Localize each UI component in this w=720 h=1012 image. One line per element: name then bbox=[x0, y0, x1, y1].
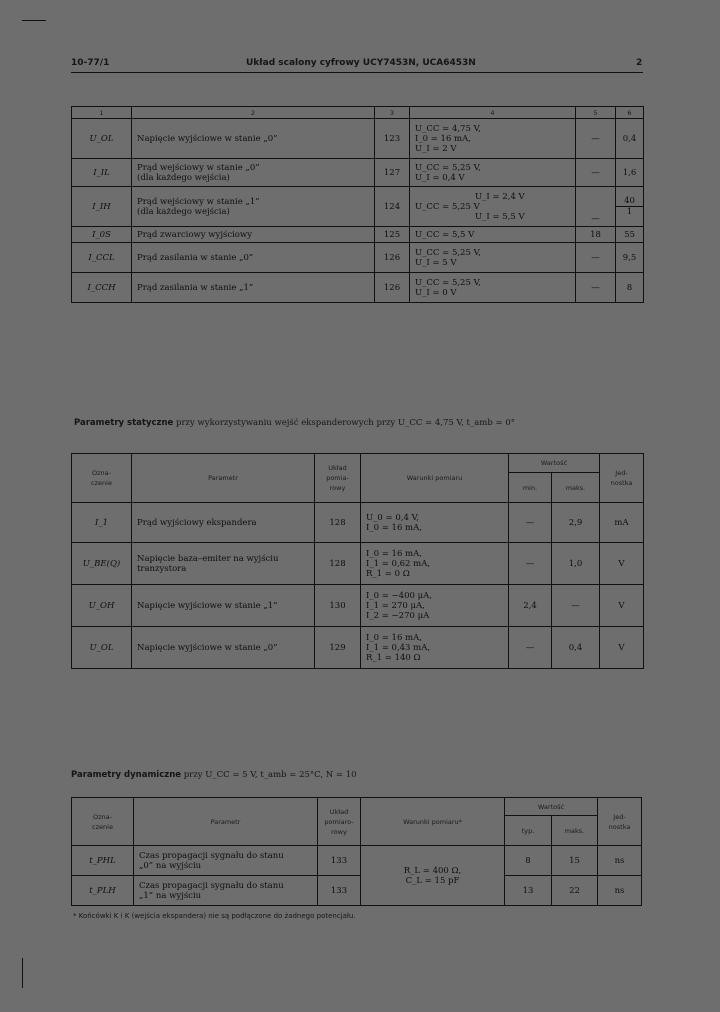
section-dynamic-title: Parametry dynamiczne przy U_CC = 5 V, t_amb = 25°C, N = 10 bbox=[71, 770, 357, 780]
param-cell: Napięcie wyjściowe w stanie „1” bbox=[132, 585, 315, 627]
figure-cell: 126 bbox=[375, 243, 410, 273]
header-rule bbox=[71, 72, 643, 73]
table-row bbox=[72, 227, 644, 243]
header-unit: Jed- nostka bbox=[598, 798, 642, 846]
symbol-cell: U_OL bbox=[72, 627, 132, 669]
symbol-cell: I_CCL bbox=[72, 243, 132, 273]
figure-cell: 129 bbox=[315, 627, 361, 669]
condition-cell: R_L = 400 Ω, C_L = 15 pF bbox=[361, 846, 505, 906]
col-num-5: 5 bbox=[576, 107, 616, 119]
param-cell: Czas propagacji sygnału do stanu „1” na wyjściu bbox=[134, 876, 318, 906]
col-num-2: 2 bbox=[132, 107, 375, 119]
header-max: maks. bbox=[552, 816, 598, 846]
condition-cell: U_0 = 0,4 V, I_0 = 16 mA, bbox=[361, 503, 509, 543]
max-cell: 1,6 bbox=[616, 159, 644, 187]
table-row bbox=[72, 187, 644, 227]
header-min: min. bbox=[509, 473, 552, 503]
condition-cell: U_CC = 5,25 V, U_I = 0,4 V bbox=[410, 159, 576, 187]
max-cell: 0,4 bbox=[616, 119, 644, 159]
min-cell: — bbox=[576, 273, 616, 303]
table-row bbox=[72, 273, 644, 303]
table-row bbox=[72, 876, 642, 906]
param-cell: Prąd wyjściowy ekspandera bbox=[132, 503, 315, 543]
table-static-expander bbox=[71, 453, 644, 669]
table-electrical-parameters bbox=[71, 106, 644, 303]
param-cell: Napięcie wyjściowe w stanie „0” bbox=[132, 119, 375, 159]
header-unit: Jed- nostka bbox=[600, 454, 644, 503]
unit-cell: V bbox=[600, 543, 644, 585]
max-cell: 55 bbox=[616, 227, 644, 243]
figure-cell: 123 bbox=[375, 119, 410, 159]
unit-cell: ns bbox=[598, 846, 642, 876]
table-row bbox=[72, 585, 644, 627]
param-cell: Czas propagacji sygnału do stanu „0” na wyjściu bbox=[134, 846, 318, 876]
figure-cell: 128 bbox=[315, 543, 361, 585]
footnote: * Końcówki K i K (wejścia ekspandera) nie są podłączone do żadnego potencjału. bbox=[73, 912, 356, 920]
symbol-cell: I_CCH bbox=[72, 273, 132, 303]
typ-cell: 13 bbox=[505, 876, 552, 906]
max-cell: 2,9 bbox=[552, 503, 600, 543]
table-row bbox=[72, 119, 644, 159]
min-cell: — bbox=[576, 159, 616, 187]
param-cell: Napięcie baza–emiter na wyjściu tranzystora bbox=[132, 543, 315, 585]
figure-cell: 127 bbox=[375, 159, 410, 187]
table-row bbox=[72, 846, 642, 876]
figure-cell: 126 bbox=[375, 273, 410, 303]
condition-cell: U_I = 2,4 V U_CC = 5,25 V U_I = 5,5 V bbox=[410, 187, 576, 227]
header-conditions: Warunki pomiaru* bbox=[361, 798, 505, 846]
min-cell: — bbox=[509, 543, 552, 585]
symbol-cell: U_BE(Q) bbox=[72, 543, 132, 585]
param-cell: Prąd zasilania w stanie „0” bbox=[132, 243, 375, 273]
col-num-4: 4 bbox=[410, 107, 576, 119]
figure-cell: 133 bbox=[318, 876, 361, 906]
min-cell: — bbox=[509, 627, 552, 669]
param-cell: Prąd zasilania w stanie „1” bbox=[132, 273, 375, 303]
table-row bbox=[72, 503, 644, 543]
table-row bbox=[72, 159, 644, 187]
unit-cell: V bbox=[600, 627, 644, 669]
header-value: Wartość bbox=[505, 798, 598, 816]
condition-cell: I_0 = 16 mA, I_1 = 0,62 mA, R_1 = 0 Ω bbox=[361, 543, 509, 585]
max-cell: 15 bbox=[552, 846, 598, 876]
unit-cell: ns bbox=[598, 876, 642, 906]
header-max: maks. bbox=[552, 473, 600, 503]
header-figure: Układ pomia- rowy bbox=[315, 454, 361, 503]
col-num-6: 6 bbox=[616, 107, 644, 119]
param-cell: Prąd wejściowy w stanie „0” (dla każdego wejścia) bbox=[132, 159, 375, 187]
condition-cell: I_0 = −400 μA, I_1 = 270 μA, I_2 = −270 μA bbox=[361, 585, 509, 627]
header-typ: typ. bbox=[505, 816, 552, 846]
symbol-cell: t_PLH bbox=[72, 876, 134, 906]
bottom-left-rule bbox=[22, 958, 23, 988]
symbol-cell: U_OH bbox=[72, 585, 132, 627]
figure-cell: 133 bbox=[318, 846, 361, 876]
header-symbol: Ozna- czenie bbox=[72, 798, 134, 846]
section-static-title: Parametry statyczne przy wykorzystywaniu wejść ekspanderowych przy U_CC = 4,75 V, t_amb = 0° bbox=[74, 418, 515, 428]
table-row bbox=[72, 543, 644, 585]
top-left-rule bbox=[22, 20, 46, 21]
table-row bbox=[72, 243, 644, 273]
header-parameter: Parametr bbox=[132, 454, 315, 503]
max-cell: 1,0 bbox=[552, 543, 600, 585]
figure-cell: 130 bbox=[315, 585, 361, 627]
typ-cell: 8 bbox=[505, 846, 552, 876]
condition-cell: U_CC = 5,25 V, U_I = 0 V bbox=[410, 273, 576, 303]
table-dynamic-parameters bbox=[71, 797, 642, 906]
min-cell: — bbox=[509, 503, 552, 543]
symbol-cell: I_IL bbox=[72, 159, 132, 187]
max-cell: 9,5 bbox=[616, 243, 644, 273]
max-cell: 8 bbox=[616, 273, 644, 303]
header-symbol: Ozna- czenie bbox=[72, 454, 132, 503]
max-cell: 40 1 bbox=[616, 187, 644, 227]
document-code: 10-77/1 bbox=[71, 58, 110, 68]
page-title: Układ scalony cyfrowy UCY7453N, UCA6453N bbox=[246, 58, 476, 68]
unit-cell: mA bbox=[600, 503, 644, 543]
figure-cell: 125 bbox=[375, 227, 410, 243]
condition-cell: U_CC = 5,25 V, U_I = 5 V bbox=[410, 243, 576, 273]
symbol-cell: I_IH bbox=[72, 187, 132, 227]
unit-cell: V bbox=[600, 585, 644, 627]
table-row bbox=[72, 627, 644, 669]
page-number: 2 bbox=[636, 58, 643, 68]
header-figure: Układ pomiaro- rowy bbox=[318, 798, 361, 846]
max-cell: 22 bbox=[552, 876, 598, 906]
min-cell: — bbox=[576, 187, 616, 227]
col-num-1: 1 bbox=[72, 107, 132, 119]
figure-cell: 128 bbox=[315, 503, 361, 543]
col-num-3: 3 bbox=[375, 107, 410, 119]
condition-cell: U_CC = 5,5 V bbox=[410, 227, 576, 243]
max-cell: 0,4 bbox=[552, 627, 600, 669]
symbol-cell: I_0S bbox=[72, 227, 132, 243]
min-cell: 18 bbox=[576, 227, 616, 243]
symbol-cell: U_OL bbox=[72, 119, 132, 159]
param-cell: Prąd wejściowy w stanie „1” (dla każdego wejścia) bbox=[132, 187, 375, 227]
header-parameter: Parametr bbox=[134, 798, 318, 846]
min-cell: — bbox=[576, 243, 616, 273]
param-cell: Prąd zwarciowy wyjściowy bbox=[132, 227, 375, 243]
symbol-cell: I_1 bbox=[72, 503, 132, 543]
symbol-cell: t_PHL bbox=[72, 846, 134, 876]
param-cell: Napięcie wyjściowe w stanie „0” bbox=[132, 627, 315, 669]
condition-cell: U_CC = 4,75 V, I_0 = 16 mA, U_I = 2 V bbox=[410, 119, 576, 159]
condition-cell: I_0 = 16 mA, I_1 = 0,43 mA, R_1 = 140 Ω bbox=[361, 627, 509, 669]
min-cell: — bbox=[576, 119, 616, 159]
min-cell: 2,4 bbox=[509, 585, 552, 627]
max-cell: — bbox=[552, 585, 600, 627]
header-value: Wartość bbox=[509, 454, 600, 473]
header-conditions: Warunki pomiaru bbox=[361, 454, 509, 503]
figure-cell: 124 bbox=[375, 187, 410, 227]
